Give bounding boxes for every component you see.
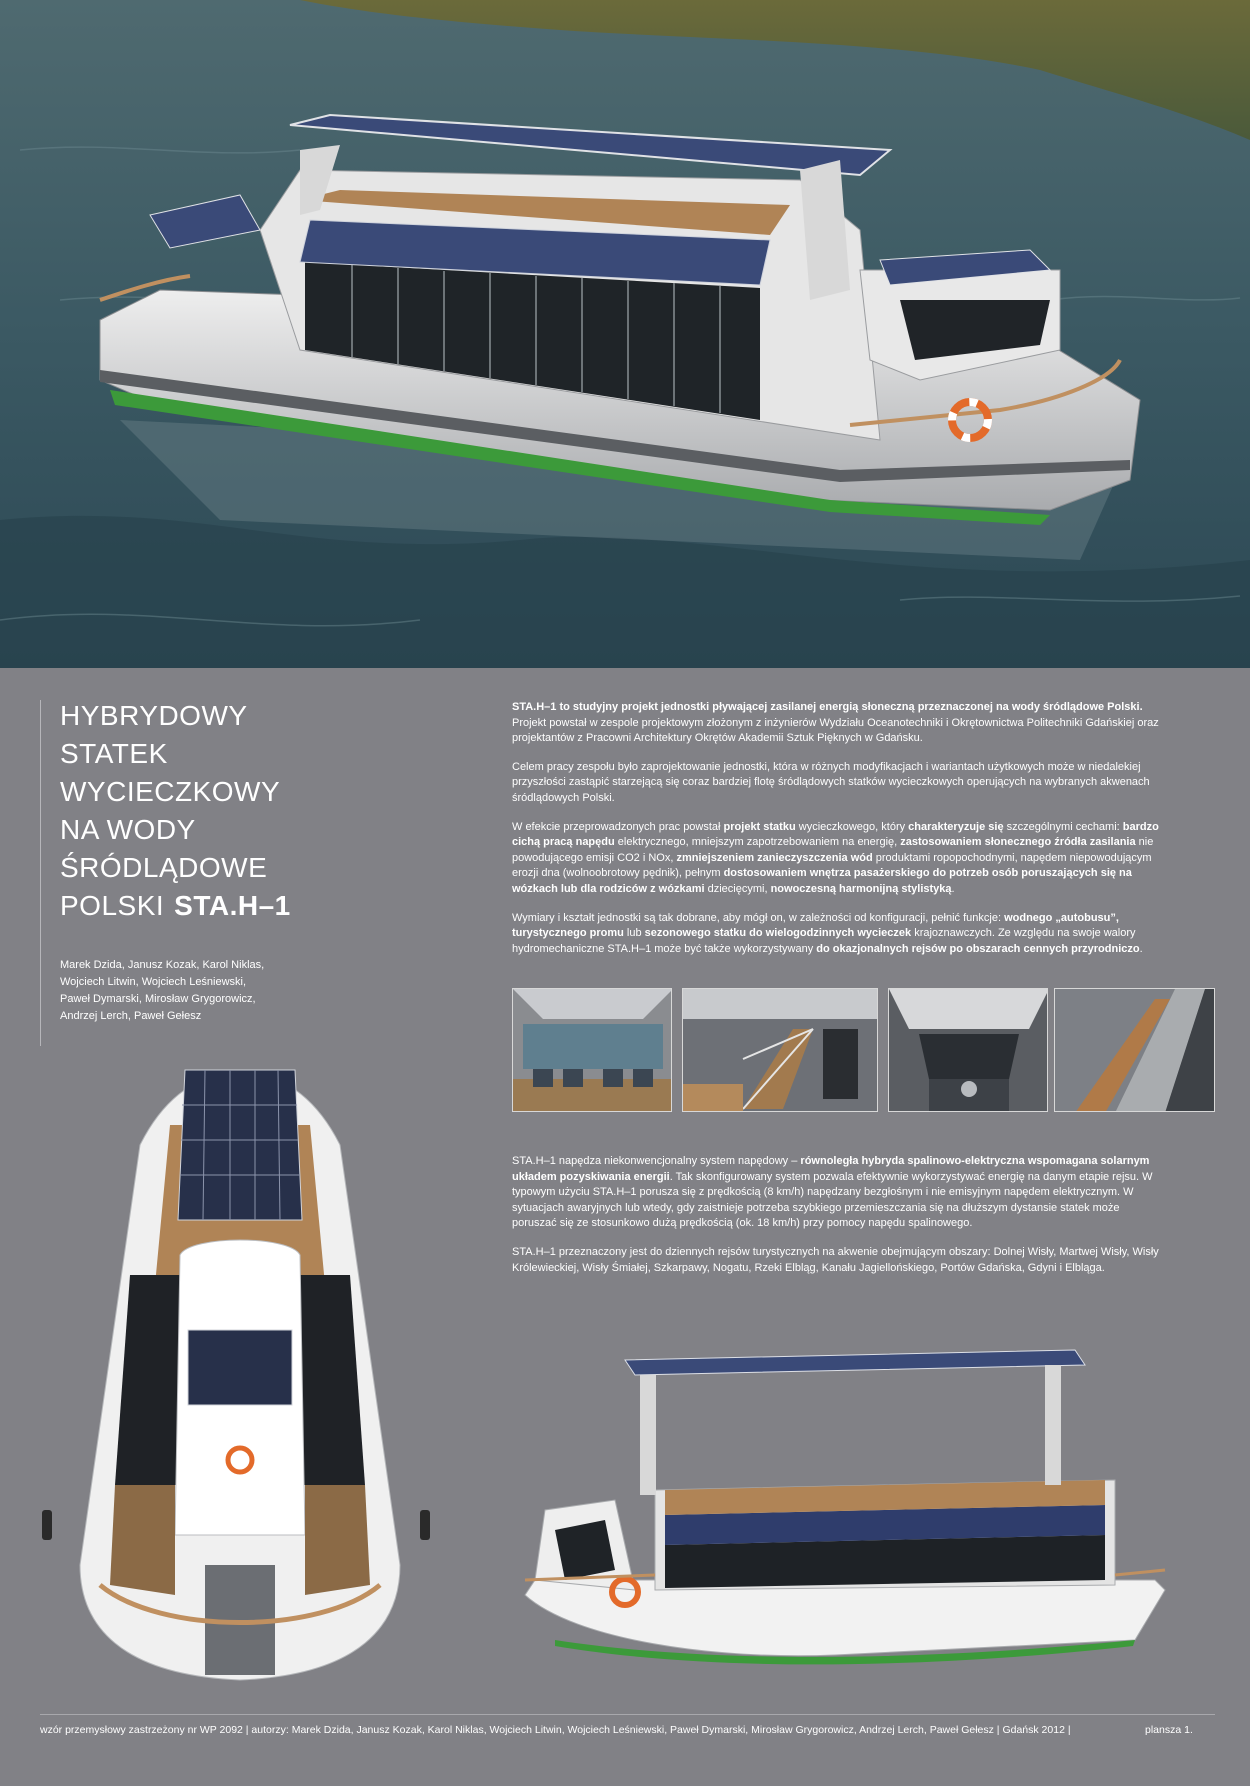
text-run: do okazjonalnych rejsów po obszarach cennych przyrodniczo	[816, 942, 1140, 955]
text-run: . Tak skonfigurowany system pozwala efektywnie wykorzystywać energię na danym etapie rejsu. W typowym użyciu STA.H–1 porusza się z prędkością (8 km/h) napędzany bezgłośnym i nie emisyjnym napędem elektrycznym. W sytuacjach awaryjnych lub wtedy, gdy zaistnieje potrzeba szybkiego przemieszczania się na dłuższym dystansie statek może poruszać się ze stosunkowo dużą prędkością (ok. 18 km/h) przy pomocy napędu spalinowego.	[512, 1170, 1153, 1230]
thumbnail-stairs	[682, 988, 878, 1112]
text-run: równoległa hybryda spalinowo-elektryczna wspomagana solarnym układem pozyskiwania energii	[512, 1155, 1150, 1183]
footer-rule	[40, 1714, 1215, 1715]
title-divider-line	[40, 700, 41, 1046]
authors-line-4: Andrzej Lerch, Paweł Gełesz	[60, 1010, 202, 1022]
authors-line-2: Wojciech Litwin, Wojciech Leśniewski,	[60, 976, 247, 988]
text-run: charakteryzuje się	[908, 820, 1004, 833]
text-run: projekt statku	[723, 820, 796, 833]
text-run: wycieczkowego, który	[795, 820, 909, 833]
intro-text-block	[512, 700, 1162, 970]
title-line-4: NA WODY	[60, 814, 196, 845]
text-run: nowoczesną harmonijną stylistyką	[770, 882, 952, 895]
text-run: lub	[623, 927, 645, 940]
text-run: STA.H–1 napędza niekonwencjonalny system napędowy –	[512, 1155, 801, 1167]
propulsion-paragraph-2: STA.H–1 przeznaczony jest do dziennych rejsów turystycznych na akwenie obejmującym obszary: Dolnej Wisły, Martwej Wisły, Wisły Królewieckiej, Wisły Śmiałej, Szkarpawy, Nogatu, Rzeki Elbląg, Kanału Jagiellońskiego, Portów Gdańska, Gdyni i Elbląga.	[512, 1245, 1159, 1274]
title-line-2: STATEK	[60, 738, 168, 769]
authors-line-1: Marek Dzida, Janusz Kozak, Karol Niklas,	[60, 959, 265, 971]
text-run: produktami ropopochodnymi, napędem niepowodującym erozji dna (wolnoobrotowy pędnik), pełnym	[512, 851, 1152, 880]
poster-title	[60, 697, 420, 925]
intro-paragraph-1-lead: STA.H–1 to studyjny projekt jednostki pływającej zasilanej energią słoneczną przeznaczonej na wody śródlądowe Polski.	[512, 701, 1143, 713]
thumbnail-deck	[1054, 988, 1215, 1112]
propulsion-paragraph-1	[512, 1154, 1162, 1232]
thumbnail-wheelhouse	[888, 988, 1048, 1112]
title-line-5: ŚRÓDLĄDOWE	[60, 852, 268, 883]
authors-line-3: Paweł Dymarski, Mirosław Grygorowicz,	[60, 993, 256, 1005]
text-run: dostosowaniem wnętrza pasażerskiego do potrzeb osób poruszających się na wózkach lub dla rodziców z wózkami	[512, 867, 1132, 895]
propulsion-text-block	[512, 1154, 1162, 1289]
text-run: dziecięcymi,	[704, 882, 771, 895]
title-line-6-text: POLSKI	[60, 890, 165, 921]
text-run: wodnego „autobusu”, turystycznego promu	[512, 911, 1119, 940]
intro-paragraph-4	[512, 911, 1162, 958]
intro-paragraph-1-rest: Projekt powstał w zespole projektowym złożonym z inżynierów Wydziału Oceanotechniki i Okrętownictwa Politechniki Gdańskiej oraz projektantów z Pracowni Architektury Okrętów Akademii Sztuk Pięknych w Gdańsku.	[512, 716, 1159, 745]
sheet-number: plansza 1.	[1145, 1724, 1193, 1736]
project-code: STA.H–1	[174, 890, 291, 921]
authors-list	[60, 957, 300, 1025]
intro-paragraph-1	[512, 700, 1162, 747]
text-run: nie powodującego emisji CO2 i NOx,	[512, 836, 1154, 864]
top-view-render-image	[40, 1065, 440, 1685]
intro-paragraph-2: Celem pracy zespołu było zaprojektowanie jednostki, która w różnych modyfikacjach i wariantach użytkowych może w niedalekiej przyszłości zastąpić starzejącą się coraz bardziej flotę śródlądowych statków wycieczkowych operujących na wybranych akwenach śródlądowych Polski.	[512, 760, 1150, 804]
text-run: krajoznawczych. Ze względu na swoje walory hydromechaniczne STA.H–1 może być także wykorzystywany	[512, 927, 1136, 955]
hero-render-image	[0, 0, 1250, 668]
title-line-6	[60, 887, 420, 925]
footer-credits: wzór przemysłowy zastrzeżony nr WP 2092 | autorzy: Marek Dzida, Janusz Kozak, Karol Niklas, Wojciech Litwin, Wojciech Leśniewski, Paweł Dymarski, Mirosław Grygorowicz, Andrzej Lerch, Paweł Gełesz | Gdańsk 2012 |	[40, 1724, 1071, 1736]
text-run: zastosowaniem słonecznego źródła zasilania	[900, 836, 1136, 849]
text-run: Wymiary i kształt jednostki są tak dobrane, aby mógł on, w zależności od konfiguracji, pełnić funkcje:	[512, 911, 1005, 924]
interior-thumbnails	[512, 988, 1215, 1112]
title-line-3: WYCIECZKOWY	[60, 776, 281, 807]
text-run: elektrycznego, mniejszym zapotrzebowaniem na energię,	[614, 836, 901, 849]
text-run: bardzo cichą pracą napędu	[512, 820, 1159, 849]
intro-paragraph-3	[512, 820, 1162, 898]
text-run: szczególnymi cechami:	[1003, 820, 1123, 833]
thumbnail-passenger-cabin	[512, 988, 672, 1112]
text-run: sezonowego statku do wielogodzinnych wycieczek	[644, 927, 912, 940]
text-run: zmniejszeniem zanieczyszczenia wód	[676, 851, 873, 864]
title-line-1: HYBRYDOWY	[60, 700, 248, 731]
text-run: .	[1139, 942, 1143, 955]
text-run: W efekcie przeprowadzonych prac powstał	[512, 820, 724, 833]
side-view-render-image	[515, 1340, 1175, 1680]
text-run: .	[951, 882, 955, 895]
